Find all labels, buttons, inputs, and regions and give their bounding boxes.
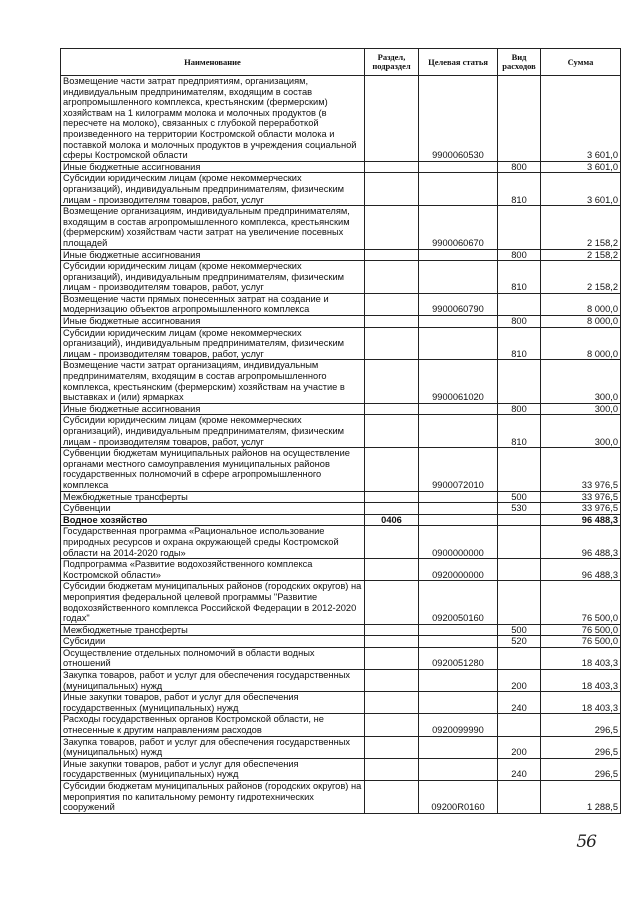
cell-target: 0920099990 <box>419 714 498 736</box>
table-row <box>61 714 621 736</box>
cell-target <box>419 316 498 328</box>
cell-name: Иные бюджетные ассигнования <box>61 249 365 261</box>
cell-name: Возмещение части прямых понесенных затрат на создание и модернизацию объектов агропромышленного комплекса <box>61 293 365 315</box>
cell-name: Иные бюджетные ассигнования <box>61 403 365 415</box>
cell-kind <box>498 781 541 814</box>
cell-section <box>365 736 419 758</box>
cell-name: Субсидии юридическим лицам (кроме некоммерческих организаций), индивидуальным предпринимателям, физическим лицам - производителям товаров, работ, услуг <box>61 173 365 206</box>
cell-sum: 76 500,0 <box>541 624 621 636</box>
cell-name: Иные бюджетные ассигнования <box>61 161 365 173</box>
cell-name: Субвенции бюджетам муниципальных районов на осуществление органами местного самоуправления муниципальных районов государственных полномочий в сфере агропромышленного комплекса <box>61 448 365 491</box>
table-row <box>61 448 621 491</box>
cell-section <box>365 415 419 448</box>
cell-target <box>419 692 498 714</box>
cell-name: Субсидии бюджетам муниципальных районов (городских округов) на мероприятия федеральной целевой программы "Развитие водохозяйственного комплекса Российской Федерации в 2012-2020 годах" <box>61 581 365 624</box>
cell-sum: 300,0 <box>541 403 621 415</box>
cell-kind: 810 <box>498 173 541 206</box>
cell-kind <box>498 559 541 581</box>
header-name: Наименование <box>61 49 365 76</box>
cell-name: Подпрограмма «Развитие водохозяйственного комплекса Костромской области» <box>61 559 365 581</box>
cell-target <box>419 736 498 758</box>
cell-name: Субвенции <box>61 503 365 515</box>
table-row <box>61 758 621 780</box>
cell-kind: 530 <box>498 503 541 515</box>
cell-sum: 3 601,0 <box>541 76 621 162</box>
cell-target <box>419 503 498 515</box>
cell-section <box>365 261 419 294</box>
cell-kind: 810 <box>498 415 541 448</box>
cell-sum: 296,5 <box>541 736 621 758</box>
cell-sum: 33 976,5 <box>541 448 621 491</box>
table-row <box>61 327 621 360</box>
table-row <box>61 692 621 714</box>
table-row <box>61 736 621 758</box>
cell-name: Закупка товаров, работ и услуг для обеспечения государственных (муниципальных) нужд <box>61 736 365 758</box>
cell-kind: 200 <box>498 670 541 692</box>
cell-name: Субсидии юридическим лицам (кроме некоммерческих организаций), индивидуальным предпринимателям, физическим лицам - производителям товаров, работ, услуг <box>61 327 365 360</box>
table-row <box>61 173 621 206</box>
header-kind: Вид расходов <box>498 49 541 76</box>
table-row <box>61 249 621 261</box>
cell-kind: 800 <box>498 403 541 415</box>
cell-section <box>365 327 419 360</box>
cell-kind <box>498 206 541 249</box>
cell-target: 9900060790 <box>419 293 498 315</box>
cell-name: Государственная программа «Рациональное использование природных ресурсов и охрана окружающей среды Костромской области на 2014-2020 годы» <box>61 526 365 559</box>
cell-kind <box>498 647 541 669</box>
table-row <box>61 293 621 315</box>
cell-kind: 500 <box>498 624 541 636</box>
cell-target <box>419 327 498 360</box>
cell-kind: 240 <box>498 758 541 780</box>
table-row <box>61 415 621 448</box>
table-row <box>61 161 621 173</box>
cell-target: 9900060670 <box>419 206 498 249</box>
cell-kind: 200 <box>498 736 541 758</box>
cell-sum: 2 158,2 <box>541 261 621 294</box>
table-row <box>61 559 621 581</box>
cell-name: Межбюджетные трансферты <box>61 491 365 503</box>
header-target: Целевая статья <box>419 49 498 76</box>
cell-section <box>365 360 419 403</box>
cell-sum: 300,0 <box>541 415 621 448</box>
table-row <box>61 206 621 249</box>
cell-section <box>365 781 419 814</box>
cell-kind <box>498 293 541 315</box>
header-section: Раздел, подраздел <box>365 49 419 76</box>
cell-target: 9900060530 <box>419 76 498 162</box>
cell-name: Водное хозяйство <box>61 514 365 526</box>
cell-name: Иные бюджетные ассигнования <box>61 316 365 328</box>
cell-target: 0920000000 <box>419 559 498 581</box>
cell-sum: 2 158,2 <box>541 206 621 249</box>
cell-kind <box>498 448 541 491</box>
cell-sum: 33 976,5 <box>541 503 621 515</box>
table-row <box>61 491 621 503</box>
table-row <box>61 624 621 636</box>
cell-kind <box>498 360 541 403</box>
cell-section <box>365 758 419 780</box>
table-row <box>61 526 621 559</box>
cell-section <box>365 491 419 503</box>
cell-name: Субсидии <box>61 636 365 648</box>
table-body <box>61 76 621 814</box>
cell-name: Возмещение части затрат предприятиям, организациям, индивидуальным предпринимателям, входящим в состав агропромышленного комплекса, крестьянским (фермерским) хозяйствам на 1 килограмм молока и молочных продуктов (в пересчете на молоко), связанных с глубокой переработкой произведенного на территории Костромской области молока и поставкой молока и молочных продуктов в учреждения социальной сферы Костромской области <box>61 76 365 162</box>
cell-sum: 96 488,3 <box>541 526 621 559</box>
cell-section <box>365 403 419 415</box>
cell-section <box>365 692 419 714</box>
cell-sum: 8 000,0 <box>541 327 621 360</box>
cell-target <box>419 670 498 692</box>
cell-target <box>419 415 498 448</box>
cell-name: Закупка товаров, работ и услуг для обеспечения государственных (муниципальных) нужд <box>61 670 365 692</box>
cell-kind <box>498 581 541 624</box>
cell-sum: 33 976,5 <box>541 491 621 503</box>
table-row <box>61 261 621 294</box>
cell-target <box>419 758 498 780</box>
cell-section <box>365 206 419 249</box>
cell-kind: 240 <box>498 692 541 714</box>
cell-sum: 18 403,3 <box>541 692 621 714</box>
cell-sum: 2 158,2 <box>541 249 621 261</box>
cell-target: 9900072010 <box>419 448 498 491</box>
table-row <box>61 316 621 328</box>
cell-name: Возмещение организациям, индивидуальным предпринимателям, входящим в состав агропромышленного комплекса, крестьянским (фермерским) хозяйствам части затрат на увеличение посевных площадей <box>61 206 365 249</box>
cell-name: Субсидии бюджетам муниципальных районов (городских округов) на мероприятия по капитальному ремонту гидротехнических сооружений <box>61 781 365 814</box>
cell-sum: 18 403,3 <box>541 647 621 669</box>
cell-name: Межбюджетные трансферты <box>61 624 365 636</box>
cell-target <box>419 403 498 415</box>
cell-kind <box>498 714 541 736</box>
cell-name: Иные закупки товаров, работ и услуг для обеспечения государственных (муниципальных) нужд <box>61 758 365 780</box>
cell-kind <box>498 514 541 526</box>
cell-target <box>419 249 498 261</box>
cell-target: 0900000000 <box>419 526 498 559</box>
cell-kind: 500 <box>498 491 541 503</box>
cell-kind: 520 <box>498 636 541 648</box>
cell-target: 9900061020 <box>419 360 498 403</box>
cell-name: Субсидии юридическим лицам (кроме некоммерческих организаций), индивидуальным предпринимателям, физическим лицам - производителям товаров, работ, услуг <box>61 415 365 448</box>
page-number: 56 <box>576 832 596 852</box>
cell-section <box>365 173 419 206</box>
cell-target: 0920051280 <box>419 647 498 669</box>
cell-kind <box>498 76 541 162</box>
cell-section <box>365 161 419 173</box>
table-row <box>61 403 621 415</box>
table-row <box>61 636 621 648</box>
cell-kind: 810 <box>498 327 541 360</box>
cell-sum: 3 601,0 <box>541 173 621 206</box>
table-row <box>61 360 621 403</box>
cell-kind: 800 <box>498 316 541 328</box>
cell-sum: 300,0 <box>541 360 621 403</box>
cell-section <box>365 316 419 328</box>
cell-target <box>419 514 498 526</box>
cell-target <box>419 161 498 173</box>
cell-target <box>419 624 498 636</box>
cell-kind: 810 <box>498 261 541 294</box>
cell-sum: 96 488,3 <box>541 514 621 526</box>
cell-name: Возмещение части затрат организациям, индивидуальным предпринимателям, входящим в состав агропромышленного комплекса, крестьянским (фермерским) хозяйствам на участие в выставках и (или) ярмарках <box>61 360 365 403</box>
cell-section <box>365 503 419 515</box>
cell-kind: 800 <box>498 249 541 261</box>
cell-target: 0920050160 <box>419 581 498 624</box>
cell-kind: 800 <box>498 161 541 173</box>
cell-sum: 76 500,0 <box>541 636 621 648</box>
table-row <box>61 503 621 515</box>
cell-section <box>365 581 419 624</box>
cell-sum: 3 601,0 <box>541 161 621 173</box>
cell-name: Осуществление отдельных полномочий в области водных отношений <box>61 647 365 669</box>
table-row <box>61 76 621 162</box>
cell-sum: 18 403,3 <box>541 670 621 692</box>
cell-sum: 296,5 <box>541 758 621 780</box>
cell-sum: 296,5 <box>541 714 621 736</box>
table-row <box>61 670 621 692</box>
cell-section <box>365 76 419 162</box>
table-row <box>61 781 621 814</box>
header-sum: Сумма <box>541 49 621 76</box>
cell-sum: 8 000,0 <box>541 316 621 328</box>
table-row <box>61 514 621 526</box>
cell-target <box>419 491 498 503</box>
cell-section <box>365 624 419 636</box>
table-header-row <box>61 49 621 76</box>
table-row <box>61 581 621 624</box>
cell-sum: 96 488,3 <box>541 559 621 581</box>
cell-section <box>365 249 419 261</box>
cell-sum: 8 000,0 <box>541 293 621 315</box>
cell-section <box>365 559 419 581</box>
cell-section: 0406 <box>365 514 419 526</box>
table-row <box>61 647 621 669</box>
cell-target <box>419 636 498 648</box>
cell-target <box>419 261 498 294</box>
cell-name: Расходы государственных органов Костромской области, не отнесенные к другим направлениям расходов <box>61 714 365 736</box>
cell-section <box>365 526 419 559</box>
cell-target <box>419 173 498 206</box>
cell-kind <box>498 526 541 559</box>
cell-section <box>365 636 419 648</box>
budget-table <box>60 48 621 814</box>
cell-name: Субсидии юридическим лицам (кроме некоммерческих организаций), индивидуальным предпринимателям, физическим лицам - производителям товаров, работ, услуг <box>61 261 365 294</box>
cell-sum: 1 288,5 <box>541 781 621 814</box>
cell-sum: 76 500,0 <box>541 581 621 624</box>
cell-name: Иные закупки товаров, работ и услуг для обеспечения государственных (муниципальных) нужд <box>61 692 365 714</box>
cell-section <box>365 670 419 692</box>
cell-section <box>365 714 419 736</box>
cell-target: 09200R0160 <box>419 781 498 814</box>
cell-section <box>365 293 419 315</box>
cell-section <box>365 448 419 491</box>
cell-section <box>365 647 419 669</box>
